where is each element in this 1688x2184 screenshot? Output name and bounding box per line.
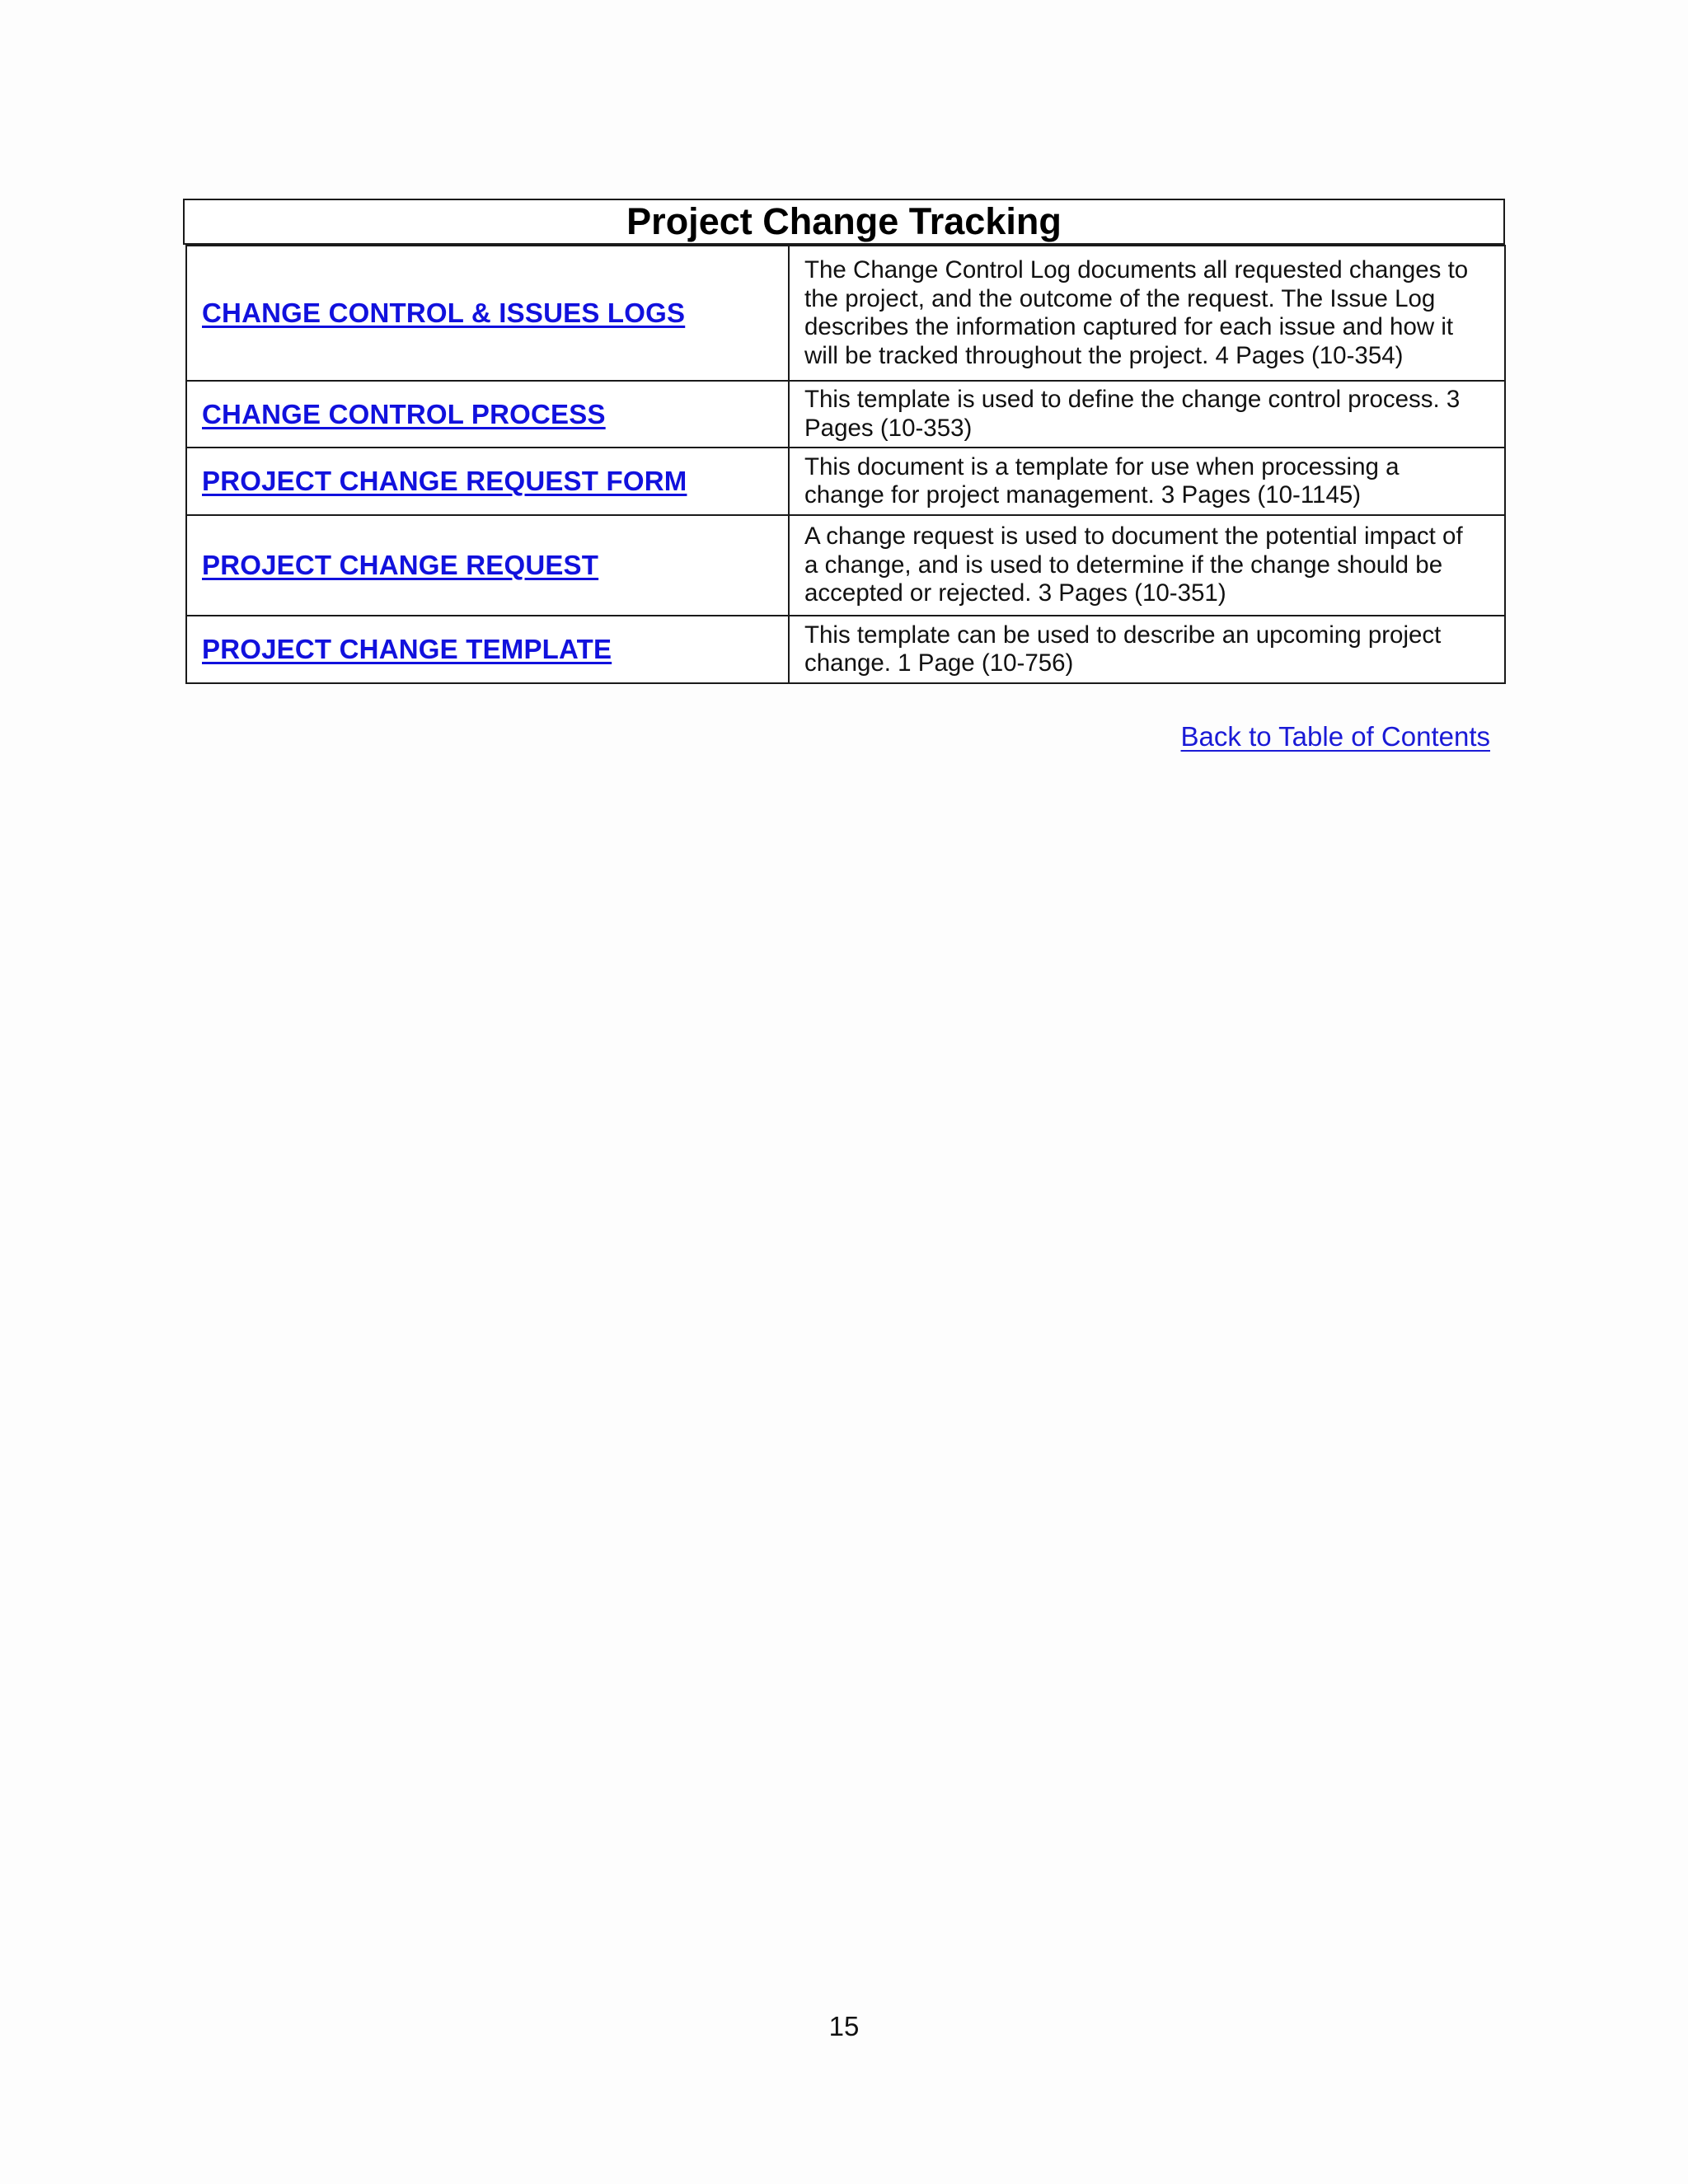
description-line: describes the information captured for each issue and how it [804,313,1454,340]
page-number: 15 [828,2011,860,2041]
table-row [186,448,1505,515]
back-to-table-of-contents-link[interactable]: Back to Table of Contents [1180,721,1490,752]
link-cell [186,381,789,448]
description-text [804,453,1491,510]
description-text [804,386,1491,443]
description-line: a change, and is used to determine if the change should be [804,551,1443,579]
description-line: The Change Control Log documents all requested changes to [804,256,1469,284]
project-change-request-link[interactable]: PROJECT CHANGE REQUEST [202,550,599,580]
description-line: Pages (10-353) [804,414,973,442]
description-text [804,621,1491,678]
link-cell [186,448,789,515]
description-cell [789,381,1505,448]
description-cell [789,448,1505,515]
description-cell [789,616,1505,683]
description-cell [789,515,1505,616]
change-control-process-link[interactable]: CHANGE CONTROL PROCESS [202,398,606,429]
link-cell [186,616,789,683]
table-row [186,381,1505,448]
description-line: change for project management. 3 Pages (10-1145) [804,481,1362,509]
project-change-template-link[interactable]: PROJECT CHANGE TEMPLATE [202,634,612,664]
description-line: This template is used to define the change control process. 3 [804,386,1461,413]
description-line: will be tracked throughout the project. 4 Pages (10-354) [804,341,1404,369]
description-text [804,256,1491,370]
description-line: change. 1 Page (10-756) [804,649,1074,677]
description-text [804,523,1491,608]
description-line: This document is a template for use when processing a [804,452,1400,480]
link-cell [186,515,789,616]
description-line: the project, and the outcome of the request. The Issue Log [804,284,1436,312]
project-change-request-form-link[interactable]: PROJECT CHANGE REQUEST FORM [202,466,687,496]
change-control-issues-logs-link[interactable]: CHANGE CONTROL & ISSUES LOGS [202,298,686,328]
table-row [186,246,1505,381]
description-line: This template can be used to describe an upcoming project [804,621,1442,649]
section-title: Project Change Tracking [183,199,1505,245]
description-line: A change request is used to document the potential impact of [804,523,1463,551]
description-cell [789,246,1505,381]
link-cell [186,246,789,381]
table-row [186,616,1505,683]
table-row [186,515,1505,616]
description-line: accepted or rejected. 3 Pages (10-351) [804,579,1226,607]
document-table [185,245,1506,684]
